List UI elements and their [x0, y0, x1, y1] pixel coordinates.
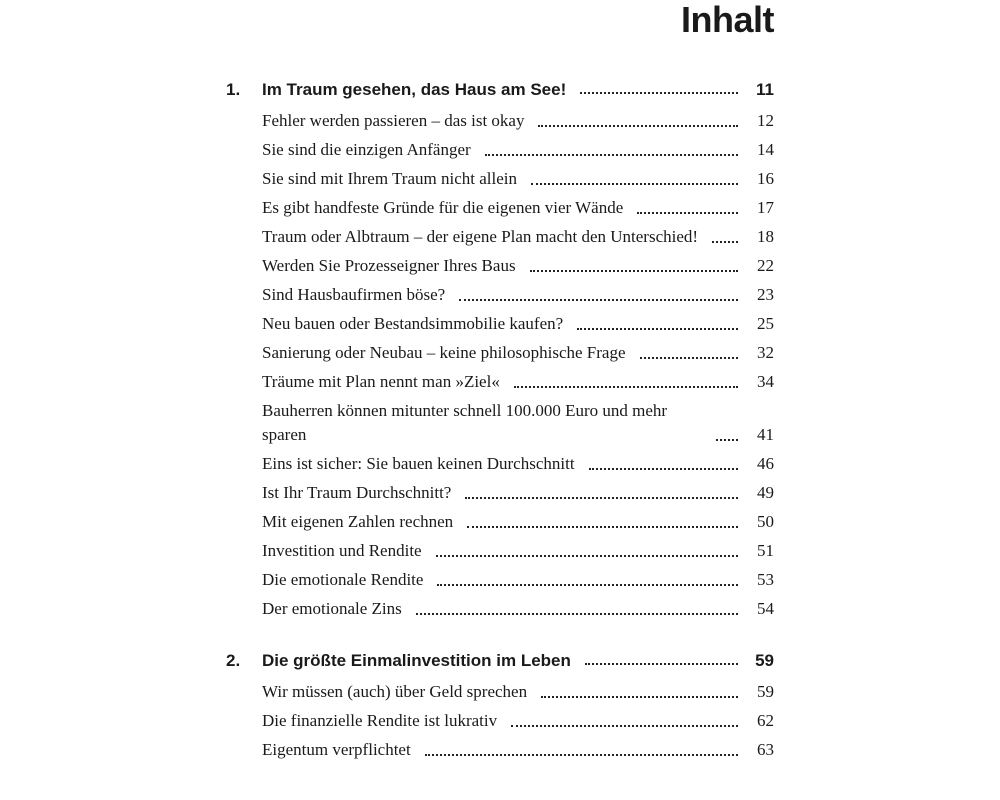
section-row[interactable] — [262, 138, 774, 162]
section-row[interactable] — [262, 225, 774, 249]
section-page-number: 62 — [757, 711, 774, 730]
dot-leader — [425, 754, 738, 756]
section-page-number: 34 — [757, 372, 774, 391]
dot-leader — [531, 183, 738, 185]
section-title: Traum oder Albtraum – der eigene Plan macht den Unterschied! — [262, 227, 699, 246]
section-row[interactable] — [262, 452, 774, 476]
section-page-number: 25 — [757, 314, 774, 333]
section-page-number: 12 — [757, 111, 774, 130]
section-row[interactable] — [262, 481, 774, 505]
dot-leader — [589, 468, 738, 470]
section-page-number: 22 — [757, 256, 774, 275]
section-page-number: 51 — [757, 541, 774, 560]
dot-leader — [577, 328, 738, 330]
section-row[interactable] — [262, 109, 774, 133]
section-row[interactable] — [262, 196, 774, 220]
section-page-number: 17 — [757, 198, 774, 217]
section-page-number: 18 — [757, 227, 774, 246]
section-page-number: 32 — [757, 343, 774, 362]
chapter-page-number: 11 — [756, 80, 774, 99]
section-page-number: 16 — [757, 169, 774, 188]
dot-leader — [485, 154, 738, 156]
chapter-number: 1. — [226, 80, 241, 99]
section-row[interactable] — [262, 167, 774, 191]
section-title: Träume mit Plan nennt man »Ziel« — [262, 372, 500, 391]
section-page-number: 41 — [757, 425, 774, 444]
section-row[interactable] — [262, 680, 774, 704]
table-of-contents — [226, 72, 774, 784]
dot-leader — [514, 386, 738, 388]
chapter-row[interactable] — [226, 72, 774, 100]
dot-leader — [511, 725, 738, 727]
chapter-row[interactable] — [226, 643, 774, 671]
section-title: Eins ist sicher: Sie bauen keinen Durchschnitt — [262, 454, 575, 473]
section-row[interactable] — [262, 510, 774, 534]
section-row[interactable] — [262, 568, 774, 592]
dot-leader — [467, 526, 738, 528]
dot-leader — [465, 497, 738, 499]
section-row[interactable] — [262, 709, 774, 733]
section-page-number: 49 — [757, 483, 774, 502]
chapter-number: 2. — [226, 651, 241, 670]
dot-leader — [459, 299, 738, 301]
chapter-title: Im Traum gesehen, das Haus am See! — [262, 80, 567, 99]
section-row[interactable] — [262, 539, 774, 563]
section-title: Es gibt handfeste Gründe für die eigenen vier Wände — [262, 198, 624, 217]
section-title: Eigentum verpflichtet — [262, 740, 411, 759]
dot-leader — [416, 613, 738, 615]
section-row[interactable] — [262, 254, 774, 278]
chapter-block — [226, 643, 774, 762]
section-page-number: 46 — [757, 454, 774, 473]
section-page-number: 14 — [757, 140, 774, 159]
section-page-number: 23 — [757, 285, 774, 304]
dot-leader — [580, 92, 738, 94]
section-title: Bauherren können mitunter schnell 100.000 Euro und mehr sparen — [262, 401, 668, 444]
dot-leader — [538, 125, 738, 127]
dot-leader — [530, 270, 738, 272]
section-title: Sie sind die einzigen Anfänger — [262, 140, 471, 159]
section-page-number: 63 — [757, 740, 774, 759]
dot-leader — [640, 357, 738, 359]
section-page-number: 53 — [757, 570, 774, 589]
dot-leader — [637, 212, 738, 214]
dot-leader — [436, 555, 738, 557]
section-title: Mit eigenen Zahlen rechnen — [262, 512, 454, 531]
section-title: Sanierung oder Neubau – keine philosophische Frage — [262, 343, 626, 362]
section-title: Die finanzielle Rendite ist lukrativ — [262, 711, 498, 730]
dot-leader — [712, 241, 738, 243]
section-title: Ist Ihr Traum Durchschnitt? — [262, 483, 452, 502]
dot-leader — [716, 439, 738, 441]
section-row[interactable] — [262, 597, 774, 621]
section-title: Neu bauen oder Bestandsimmobilie kaufen? — [262, 314, 564, 333]
section-title: Fehler werden passieren – das ist okay — [262, 111, 525, 130]
chapter-title: Die größte Einmalinvestition im Leben — [262, 651, 571, 670]
section-title: Wir müssen (auch) über Geld sprechen — [262, 682, 528, 701]
section-row[interactable] — [262, 399, 774, 447]
chapter-page-number: 59 — [755, 651, 774, 670]
dot-leader — [437, 584, 738, 586]
section-row[interactable] — [262, 312, 774, 336]
section-title: Werden Sie Prozesseigner Ihres Baus — [262, 256, 516, 275]
section-row[interactable] — [262, 738, 774, 762]
section-title: Sind Hausbaufirmen böse? — [262, 285, 446, 304]
section-title: Der emotionale Zins — [262, 599, 402, 618]
section-page-number: 54 — [757, 599, 774, 618]
section-page-number: 50 — [757, 512, 774, 531]
section-row[interactable] — [262, 370, 774, 394]
section-row[interactable] — [262, 283, 774, 307]
section-row[interactable] — [262, 341, 774, 365]
dot-leader — [585, 663, 738, 665]
chapter-block — [226, 72, 774, 621]
section-title: Sie sind mit Ihrem Traum nicht allein — [262, 169, 517, 188]
dot-leader — [541, 696, 738, 698]
section-title: Die emotionale Rendite — [262, 570, 424, 589]
page-title: Inhalt — [681, 0, 774, 40]
section-title: Investition und Rendite — [262, 541, 422, 560]
section-page-number: 59 — [757, 682, 774, 701]
